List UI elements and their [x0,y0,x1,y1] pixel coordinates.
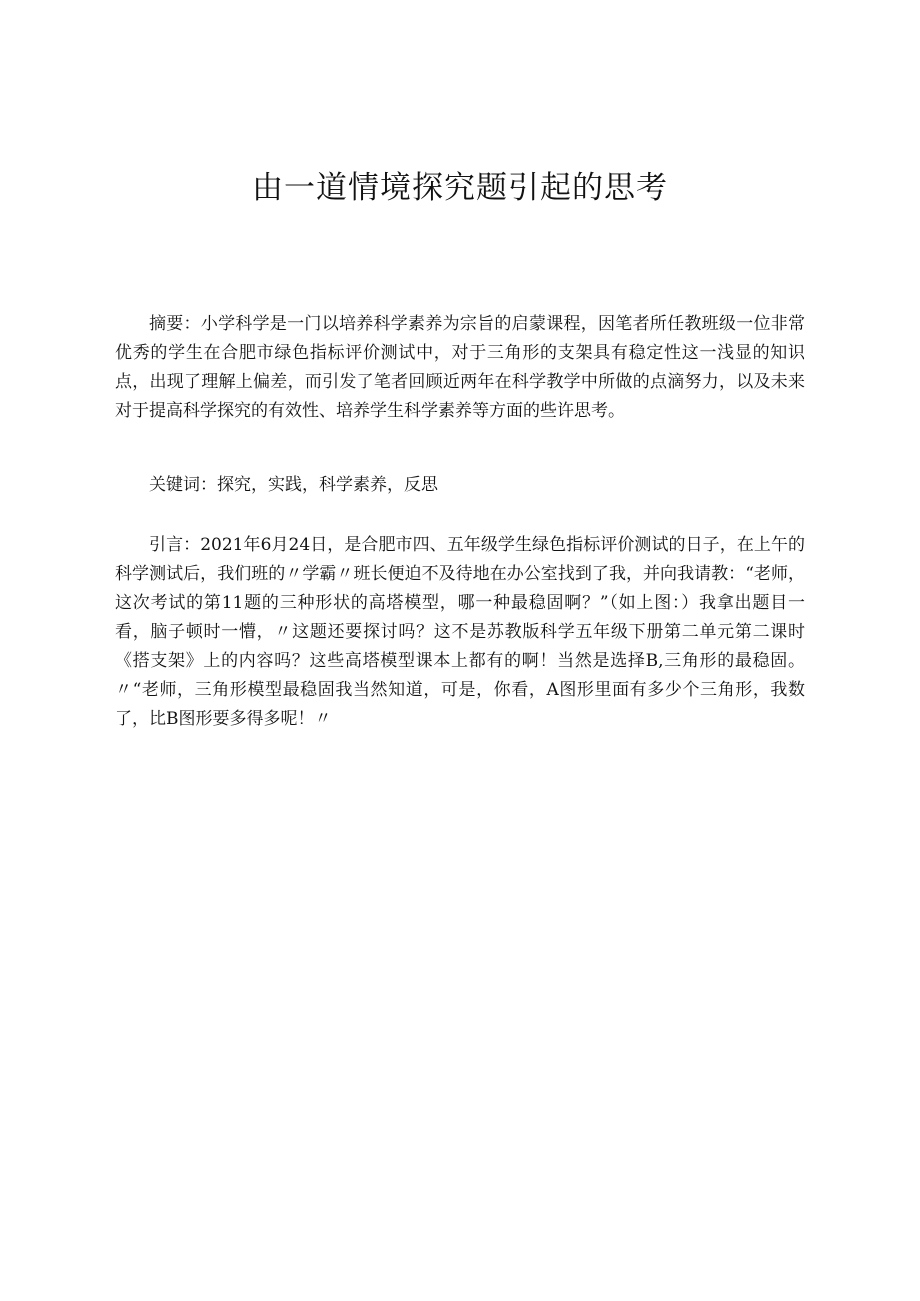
keywords-paragraph [115,471,805,500]
keywords-label: 关键词： [149,475,217,495]
abstract-text: 小学科学是一门以培养科学素养为宗旨的启蒙课程，因笔者所任教班级一位非常优秀的学生在合肥市绿色指标评价测试中，对于三角形的支架具有稳定性这一浅显的知识点，出现了理解上偏差，而引发了笔者回顾近两年在科学教学中所做的点滴努力，以及未来对于提高科学探究的有效性、培养学生科学素养等方面的些许思考。 [115,314,806,421]
abstract-paragraph [115,310,805,426]
intro-paragraph [115,531,805,734]
intro-label: 引言： [149,535,201,555]
intro-text: 2021年6月24日，是合肥市四、五年级学生绿色指标评价测试的日子，在上午的科学测试后，我们班的〃学霸〃班长便迫不及待地在办公室找到了我，并向我请教：“老师，这次考试的第11题的三种形状的高塔模型，哪一种最稳固啊？”（如上图：）我拿出题目一看，脑子顿时一懵，〃这题还要探讨吗？这不是苏教版科学五年级下册第二单元第二课时《搭支架》上的内容吗？这些高塔模型课本上都有的啊！当然是选择B,三角形的最稳固。〃“老师，三角形模型最稳固我当然知道，可是，你看，A图形里面有多少个三角形，我数了，比B图形要多得多呢！〃 [115,535,806,729]
document-title: 由一道情境探究题引起的思考 [252,170,668,206]
abstract-label: 摘要： [149,314,201,334]
keywords-text: 探究，实践，科学素养，反思 [217,475,438,495]
